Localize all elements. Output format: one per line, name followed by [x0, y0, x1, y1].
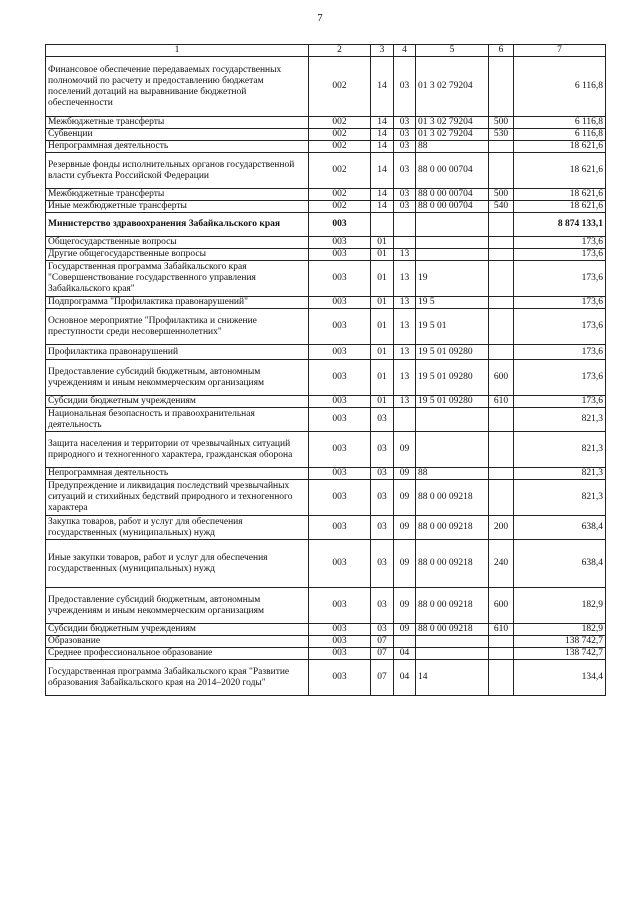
table-row: [46, 540, 606, 588]
row-name-cell: Иные межбюджетные трансферты: [46, 201, 309, 213]
row-c7-cell: 134,4: [514, 660, 606, 696]
row-c5-cell: 88: [416, 141, 489, 153]
row-c7-cell: 173,6: [514, 249, 606, 261]
row-c5-cell: 88 0 00 00704: [416, 189, 489, 201]
row-c4-cell: 13: [394, 309, 416, 345]
row-c6-cell: [489, 432, 514, 468]
row-c6-cell: [489, 648, 514, 660]
row-c4-cell: 09: [394, 432, 416, 468]
row-c6-cell: 240: [489, 540, 514, 588]
row-c3-cell: 01: [371, 249, 394, 261]
row-c4-cell: 13: [394, 360, 416, 396]
row-c6-cell: 500: [489, 189, 514, 201]
row-c6-cell: 610: [489, 624, 514, 636]
table-row: [46, 237, 606, 249]
row-c6-cell: 200: [489, 516, 514, 540]
table-row: [46, 408, 606, 432]
row-c6-cell: [489, 309, 514, 345]
row-c3-cell: 03: [371, 432, 394, 468]
row-c7-cell: 638,4: [514, 516, 606, 540]
row-c2-cell: 003: [309, 624, 371, 636]
row-c2-cell: 003: [309, 648, 371, 660]
row-c3-cell: 03: [371, 468, 394, 480]
row-c7-cell: 18 621,6: [514, 141, 606, 153]
row-c7-cell: 173,6: [514, 237, 606, 249]
row-name-cell: Подпрограмма "Профилактика правонарушений": [46, 297, 309, 309]
row-name-cell: Предоставление субсидий бюджетным, автономным учреждениям и иным некоммерческим организациям: [46, 588, 309, 624]
table-row: [46, 117, 606, 129]
row-c2-cell: 002: [309, 129, 371, 141]
table-row: [46, 648, 606, 660]
row-name-cell: Государственная программа Забайкальского края "Развитие образования Забайкальского края на 2014–2020 годы": [46, 660, 309, 696]
table-row: [46, 309, 606, 345]
header-row: [46, 45, 606, 57]
row-c6-cell: [489, 57, 514, 117]
row-c5-cell: [416, 636, 489, 648]
row-c4-cell: 03: [394, 117, 416, 129]
row-c2-cell: 003: [309, 237, 371, 249]
row-c7-cell: 182,9: [514, 588, 606, 624]
budget-table: [45, 44, 606, 696]
row-c3-cell: 01: [371, 237, 394, 249]
row-c2-cell: 003: [309, 408, 371, 432]
row-c3-cell: 14: [371, 57, 394, 117]
row-c3-cell: 01: [371, 297, 394, 309]
row-name-cell: Общегосударственные вопросы: [46, 237, 309, 249]
row-name-cell: Закупка товаров, работ и услуг для обеспечения государственных (муниципальных) нужд: [46, 516, 309, 540]
row-c5-cell: 88 0 00 09218: [416, 624, 489, 636]
row-c7-cell: 821,3: [514, 480, 606, 516]
row-c7-cell: 821,3: [514, 468, 606, 480]
table-row: [46, 189, 606, 201]
row-c5-cell: 88 0 00 09218: [416, 588, 489, 624]
row-c5-cell: [416, 249, 489, 261]
row-c7-cell: 173,6: [514, 345, 606, 360]
table-row: [46, 660, 606, 696]
row-c5-cell: 19 5 01 09280: [416, 360, 489, 396]
row-c3-cell: 07: [371, 660, 394, 696]
row-name-cell: Другие общегосударственные вопросы: [46, 249, 309, 261]
row-c4-cell: [394, 408, 416, 432]
row-c6-cell: [489, 141, 514, 153]
row-name-cell: Профилактика правонарушений: [46, 345, 309, 360]
row-c4-cell: 03: [394, 189, 416, 201]
row-c4-cell: [394, 237, 416, 249]
row-c7-cell: 821,3: [514, 432, 606, 468]
row-c5-cell: [416, 213, 489, 237]
row-c2-cell: 002: [309, 153, 371, 189]
row-c6-cell: 530: [489, 129, 514, 141]
row-c2-cell: 003: [309, 297, 371, 309]
row-name-cell: Резервные фонды исполнительных органов государственной власти субъекта Российской Федерации: [46, 153, 309, 189]
row-c5-cell: 19 5 01: [416, 309, 489, 345]
row-name-cell: Среднее профессиональное образование: [46, 648, 309, 660]
row-c6-cell: 600: [489, 588, 514, 624]
budget-table-body: [46, 45, 606, 696]
row-c2-cell: 002: [309, 57, 371, 117]
row-c6-cell: [489, 660, 514, 696]
row-c3-cell: 07: [371, 636, 394, 648]
row-c3-cell: 01: [371, 309, 394, 345]
row-c7-cell: 18 621,6: [514, 201, 606, 213]
row-c4-cell: 13: [394, 261, 416, 297]
table-row: [46, 201, 606, 213]
row-c5-cell: 01 3 02 79204: [416, 117, 489, 129]
row-name-cell: Межбюджетные трансферты: [46, 117, 309, 129]
row-c4-cell: 09: [394, 624, 416, 636]
row-c3-cell: 03: [371, 624, 394, 636]
row-c6-cell: 600: [489, 360, 514, 396]
table-row: [46, 624, 606, 636]
row-name-cell: Межбюджетные трансферты: [46, 189, 309, 201]
row-c4-cell: 13: [394, 396, 416, 408]
table-row: [46, 480, 606, 516]
table-row: [46, 213, 606, 237]
row-c6-cell: [489, 468, 514, 480]
row-c6-cell: 610: [489, 396, 514, 408]
table-row: [46, 516, 606, 540]
row-c2-cell: 003: [309, 261, 371, 297]
table-row: [46, 153, 606, 189]
row-c7-cell: 821,3: [514, 408, 606, 432]
row-c2-cell: 003: [309, 660, 371, 696]
row-c7-cell: 138 742,7: [514, 648, 606, 660]
row-c7-cell: 173,6: [514, 309, 606, 345]
row-c3-cell: 03: [371, 516, 394, 540]
row-c5-cell: 01 3 02 79204: [416, 129, 489, 141]
row-c7-cell: 638,4: [514, 540, 606, 588]
row-c2-cell: 003: [309, 468, 371, 480]
table-row: [46, 249, 606, 261]
row-c4-cell: 09: [394, 588, 416, 624]
row-c5-cell: 14: [416, 660, 489, 696]
row-c6-cell: [489, 345, 514, 360]
row-c3-cell: 14: [371, 117, 394, 129]
row-name-cell: Национальная безопасность и правоохранительная деятельность: [46, 408, 309, 432]
table-row: [46, 468, 606, 480]
table-row: [46, 129, 606, 141]
row-c3-cell: 14: [371, 129, 394, 141]
row-c2-cell: 003: [309, 516, 371, 540]
row-c3-cell: 01: [371, 360, 394, 396]
row-c5-cell: 19 5 01 09280: [416, 396, 489, 408]
row-c5-cell: [416, 648, 489, 660]
row-c4-cell: 04: [394, 648, 416, 660]
row-c2-cell: 002: [309, 141, 371, 153]
row-c7-cell: 173,6: [514, 261, 606, 297]
row-c4-cell: 03: [394, 201, 416, 213]
row-name-cell: Государственная программа Забайкальского края "Совершенствование государственного управления Забайкальского края": [46, 261, 309, 297]
row-name-cell: Предоставление субсидий бюджетным, автономным учреждениям и иным некоммерческим организациям: [46, 360, 309, 396]
row-c6-cell: [489, 213, 514, 237]
row-c2-cell: 003: [309, 345, 371, 360]
row-c7-cell: 8 874 133,1: [514, 213, 606, 237]
row-c3-cell: [371, 213, 394, 237]
row-c4-cell: 03: [394, 153, 416, 189]
row-c6-cell: [489, 297, 514, 309]
row-name-cell: Иные закупки товаров, работ и услуг для обеспечения государственных (муниципальных) нужд: [46, 540, 309, 588]
row-name-cell: Субсидии бюджетным учреждениям: [46, 396, 309, 408]
row-c6-cell: 540: [489, 201, 514, 213]
table-row: [46, 261, 606, 297]
row-c3-cell: 01: [371, 396, 394, 408]
header-cell: 6: [489, 45, 514, 57]
table-row: [46, 345, 606, 360]
row-c2-cell: 003: [309, 360, 371, 396]
row-c6-cell: 500: [489, 117, 514, 129]
row-c7-cell: 182,9: [514, 624, 606, 636]
row-c2-cell: 003: [309, 309, 371, 345]
row-c2-cell: 002: [309, 201, 371, 213]
header-cell: 1: [46, 45, 309, 57]
header-cell: 7: [514, 45, 606, 57]
row-c2-cell: 003: [309, 588, 371, 624]
header-cell: 5: [416, 45, 489, 57]
row-c2-cell: 003: [309, 396, 371, 408]
row-c4-cell: 09: [394, 468, 416, 480]
row-c3-cell: 03: [371, 408, 394, 432]
row-c7-cell: 173,6: [514, 297, 606, 309]
row-c3-cell: 01: [371, 261, 394, 297]
row-c7-cell: 18 621,6: [514, 153, 606, 189]
row-c7-cell: 18 621,6: [514, 189, 606, 201]
page-number: 7: [317, 12, 323, 24]
header-cell: 4: [394, 45, 416, 57]
row-name-cell: Непрограммная деятельность: [46, 141, 309, 153]
row-c4-cell: 03: [394, 129, 416, 141]
row-c4-cell: 09: [394, 540, 416, 588]
row-name-cell: Министерство здравоохранения Забайкальского края: [46, 213, 309, 237]
row-c4-cell: 09: [394, 516, 416, 540]
table-row: [46, 588, 606, 624]
row-c6-cell: [489, 636, 514, 648]
row-c7-cell: 6 116,8: [514, 117, 606, 129]
row-c2-cell: 003: [309, 213, 371, 237]
row-c7-cell: 173,6: [514, 360, 606, 396]
row-c7-cell: 6 116,8: [514, 57, 606, 117]
row-c5-cell: 88 0 00 09218: [416, 540, 489, 588]
row-c3-cell: 14: [371, 201, 394, 213]
row-c5-cell: [416, 408, 489, 432]
row-c6-cell: [489, 249, 514, 261]
row-c3-cell: 03: [371, 588, 394, 624]
row-c2-cell: 003: [309, 636, 371, 648]
row-c6-cell: [489, 153, 514, 189]
row-name-cell: Непрограммная деятельность: [46, 468, 309, 480]
row-name-cell: Субсидии бюджетным учреждениям: [46, 624, 309, 636]
row-c6-cell: [489, 261, 514, 297]
table-row: [46, 57, 606, 117]
row-c2-cell: 003: [309, 249, 371, 261]
row-name-cell: Образование: [46, 636, 309, 648]
row-c3-cell: 14: [371, 189, 394, 201]
row-c2-cell: 003: [309, 432, 371, 468]
row-c4-cell: 09: [394, 480, 416, 516]
row-c3-cell: 07: [371, 648, 394, 660]
table-row: [46, 360, 606, 396]
row-name-cell: Основное мероприятие "Профилактика и снижение преступности среди несовершеннолетних": [46, 309, 309, 345]
row-c5-cell: 01 3 02 79204: [416, 57, 489, 117]
row-name-cell: Финансовое обеспечение передаваемых государственных полномочий по расчету и предоставлению бюджетам поселений дотаций на выравнивание бюджетной обеспеченности: [46, 57, 309, 117]
row-c3-cell: 14: [371, 153, 394, 189]
row-c5-cell: 88 0 00 00704: [416, 153, 489, 189]
table-row: [46, 636, 606, 648]
row-c7-cell: 6 116,8: [514, 129, 606, 141]
row-c5-cell: 88 0 00 00704: [416, 201, 489, 213]
header-cell: 3: [371, 45, 394, 57]
row-c2-cell: 002: [309, 189, 371, 201]
row-c4-cell: 13: [394, 249, 416, 261]
row-c2-cell: 003: [309, 540, 371, 588]
row-c7-cell: 138 742,7: [514, 636, 606, 648]
row-c2-cell: 002: [309, 117, 371, 129]
row-c5-cell: 19: [416, 261, 489, 297]
row-c4-cell: 04: [394, 660, 416, 696]
row-c5-cell: 19 5 01 09280: [416, 345, 489, 360]
row-c5-cell: 88: [416, 468, 489, 480]
row-c6-cell: [489, 237, 514, 249]
row-c6-cell: [489, 408, 514, 432]
row-c6-cell: [489, 480, 514, 516]
row-c4-cell: 03: [394, 141, 416, 153]
row-name-cell: Защита населения и территории от чрезвычайных ситуаций природного и техногенного характера, гражданская оборона: [46, 432, 309, 468]
row-c4-cell: 13: [394, 297, 416, 309]
row-c4-cell: 13: [394, 345, 416, 360]
row-name-cell: Предупреждение и ликвидация последствий чрезвычайных ситуаций и стихийных бедствий природного и техногенного характера: [46, 480, 309, 516]
row-c5-cell: 88 0 00 09218: [416, 516, 489, 540]
table-row: [46, 297, 606, 309]
row-c5-cell: [416, 432, 489, 468]
row-c2-cell: 003: [309, 480, 371, 516]
row-c4-cell: [394, 213, 416, 237]
table-row: [46, 141, 606, 153]
row-c3-cell: 03: [371, 540, 394, 588]
row-c4-cell: [394, 636, 416, 648]
row-c3-cell: 14: [371, 141, 394, 153]
row-c5-cell: [416, 237, 489, 249]
table-row: [46, 396, 606, 408]
row-c3-cell: 03: [371, 480, 394, 516]
row-c5-cell: 88 0 00 09218: [416, 480, 489, 516]
row-c5-cell: 19 5: [416, 297, 489, 309]
row-c4-cell: 03: [394, 57, 416, 117]
header-cell: 2: [309, 45, 371, 57]
row-c3-cell: 01: [371, 345, 394, 360]
row-c7-cell: 173,6: [514, 396, 606, 408]
row-name-cell: Субвенции: [46, 129, 309, 141]
table-row: [46, 432, 606, 468]
